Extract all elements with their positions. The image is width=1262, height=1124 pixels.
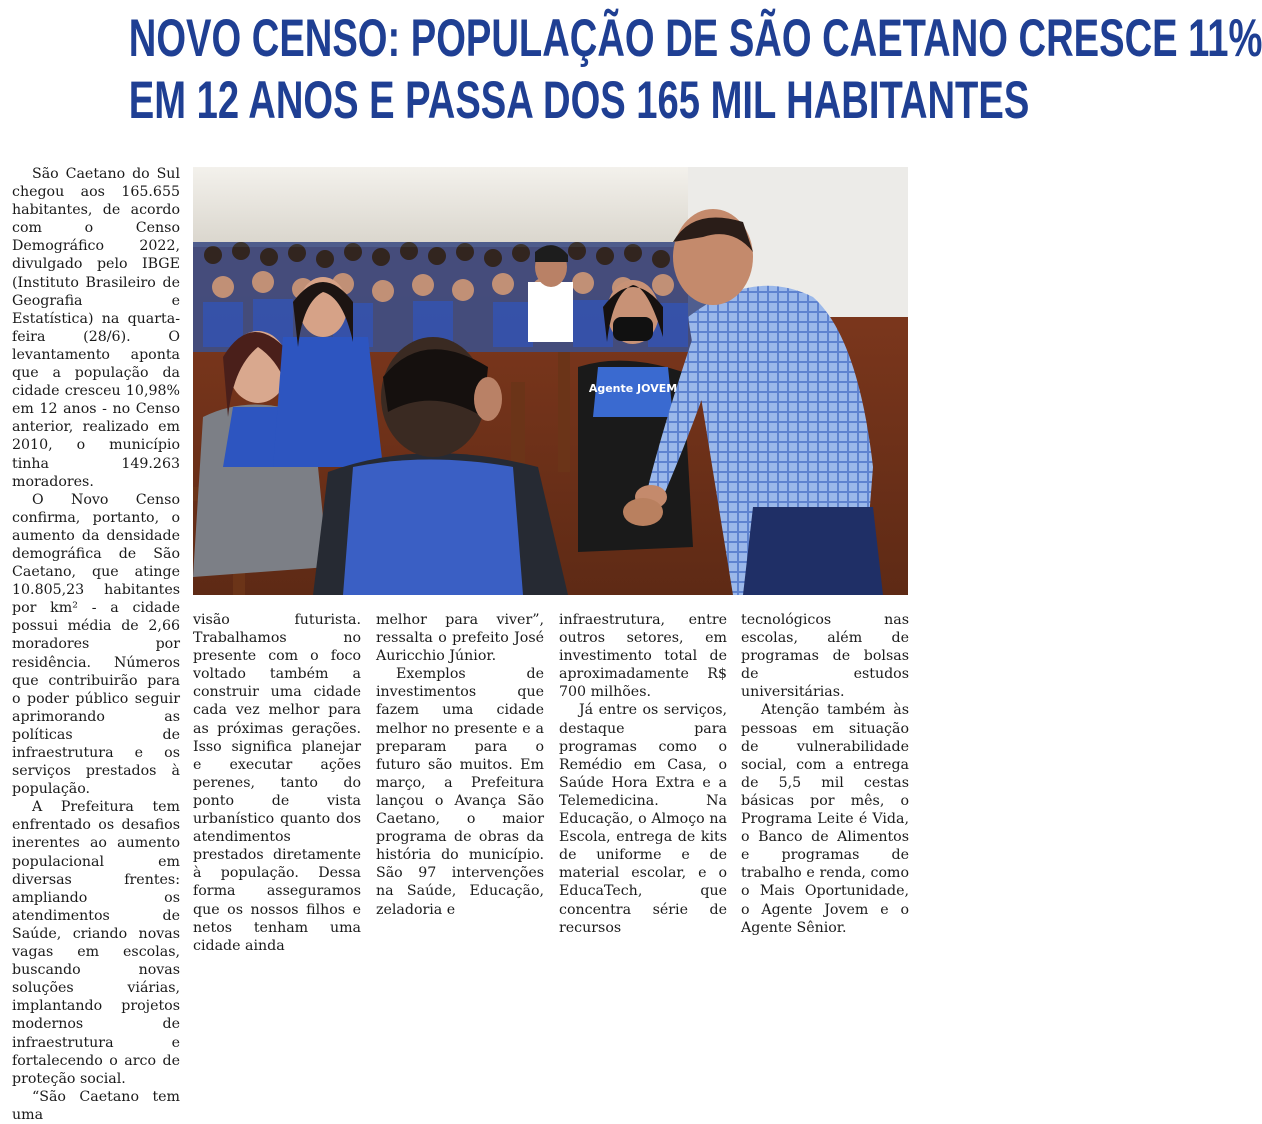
article-column-5	[741, 611, 909, 937]
headline-line-1: NOVO CENSO: POPULAÇÃO DE SÃO CAETANO CRESCE 11%	[128, 9, 1262, 68]
article-column-1	[12, 165, 180, 1124]
headline-line-2: EM 12 ANOS E PASSA DOS 165 MIL HABITANTES	[128, 71, 1030, 130]
paragraph: A Prefeitura tem enfrentado os desafios inerentes ao aumento populacional em diversas frentes: ampliando os atendimentos de Saúde, criando novas vagas em escolas, buscando novas soluções viárias, implantando projetos modernos de infraestrutura e fortalecendo o arco de proteção social.	[12, 799, 180, 1087]
paragraph: Exemplos de investimentos que fazem uma cidade melhor no presente e a preparam para o futuro são muitos. Em março, a Prefeitura lançou o Avança São Caetano, o maior programa de obras da história do município. São 97 intervenções na Saúde, Educação, zeladoria e	[376, 666, 544, 918]
paragraph: melhor para viver”, ressalta o prefeito José Auricchio Júnior.	[376, 612, 544, 665]
paragraph: “São Caetano tem uma	[12, 1088, 180, 1123]
paragraph: visão futurista. Trabalhamos no presente com o foco voltado também a construir uma cidade cada vez melhor para as próximas gerações. Isso significa planejar e executar ações perenes, tanto do ponto de vista urbanístico quanto dos atendimentos prestados diretamente à população. Dessa forma asseguramos que os nossos filhos e netos tenham uma cidade ainda	[193, 612, 361, 954]
paragraph: Atenção também às pessoas em situação de vulnerabilidade social, com a entrega de 5,5 mil cestas básicas por mês, o Programa Leite é Vida, o Banco de Alimentos e programas de trabalho e renda, como o Mais Oportunidade, o Agente Jovem e o Agente Sênior.	[741, 702, 909, 936]
news-photo	[193, 167, 908, 595]
paragraph: tecnológicos nas escolas, além de programas de bolsas de estudos universitárias.	[741, 612, 909, 701]
article-column-3	[376, 611, 544, 919]
paragraph: infraestrutura, entre outros setores, em investimento total de aproximadamente R$ 700 milhões.	[559, 612, 727, 701]
paragraph: Já entre os serviços, destaque para programas como o Remédio em Casa, o Saúde Hora Extra e a Telemedicina. Na Educação, o Almoço na Escola, entrega de kits de uniforme e de material escolar, e o EducaTech, que concentra série de recursos	[559, 702, 727, 936]
article-column-4	[559, 611, 727, 937]
paragraph: São Caetano do Sul chegou aos 165.655 habitantes, de acordo com o Censo Demográfico 2022, divulgado pelo IBGE (Instituto Brasileiro de Geografia e Estatística) na quarta-feira (28/6). O levantamento aponta que a população da cidade cresceu 10,98% em 12 anos - no Censo anterior, realizado em 2010, o município tinha 149.263 moradores.	[12, 166, 180, 490]
headline	[128, 8, 1262, 132]
article-column-2	[193, 611, 361, 955]
vest-print: Agente JOVEM	[588, 382, 678, 395]
paragraph: O Novo Censo confirma, portanto, o aumento da densidade demográfica de São Caetano, que atinge 10.805,23 habitantes por km² - a cidade possui média de 2,66 moradores por residência. Números que contribuirão para o poder público seguir aprimorando as políticas de infraestrutura e os serviços prestados à população.	[12, 491, 180, 798]
